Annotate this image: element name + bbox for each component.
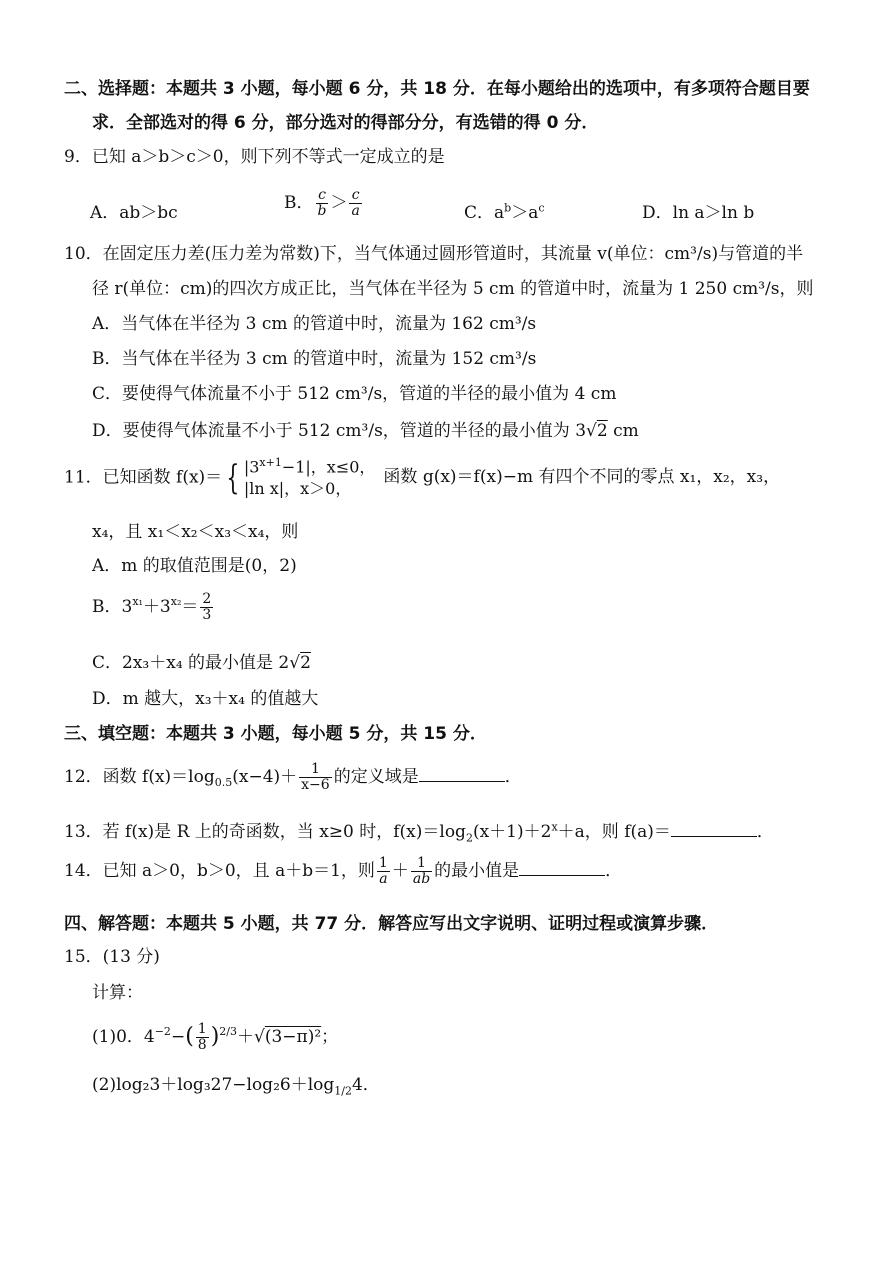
q9-b-frac2 <box>349 188 361 218</box>
q9-b-prefix: B． <box>284 193 314 213</box>
q14-den1: a <box>379 870 388 887</box>
q15-p2-end: 4． <box>351 1075 380 1095</box>
q14-plus: ＋ <box>391 860 409 881</box>
q11-b-den: 3 <box>202 606 212 623</box>
q12-frac <box>299 762 332 792</box>
q11-b-mid: ＋3 <box>142 596 171 617</box>
q9-option-c <box>464 198 545 223</box>
q11-option-d: D．m 越大，x₃＋x₄ 的值越大 <box>92 689 319 709</box>
q11-option-c <box>92 654 311 673</box>
section-2-header-line1: 二、选择题：本题共 3 小题，每小题 6 分，共 18 分．在每小题给出的选项中，有多项符合题目要 <box>64 79 810 99</box>
q11-b-sup2: x₂ <box>170 595 182 609</box>
q10-option-b: B．当气体在半径为 3 cm 的管道中时，流量为 152 cm³/s <box>92 349 537 369</box>
q9-b-den2: a <box>351 203 360 219</box>
q13-b: (x＋1)＋2 <box>472 822 552 842</box>
q15-p1-a: (1)0．4 <box>92 1026 155 1047</box>
q13-end: ． <box>756 822 774 842</box>
q9-option-a: A．ab＞bc <box>90 203 178 223</box>
q15-p1-num: 1 <box>197 1021 207 1037</box>
q15-p2-a: (2)log₂3＋log₃27−log₂6＋log <box>92 1075 335 1095</box>
q15-p1-b: − <box>170 1026 186 1047</box>
q11-prefix: 11．已知函数 f(x)＝ <box>64 467 223 488</box>
q14-num2: 1 <box>411 856 432 872</box>
section-3-header: 三、填空题：本题共 3 小题，每小题 5 分，共 15 分． <box>64 724 487 744</box>
q11-b-frac <box>200 592 213 622</box>
q11-line2: x₄，且 x₁＜x₂＜x₃＜x₄，则 <box>92 522 299 542</box>
q12-c: 的定义域是 <box>333 766 419 787</box>
q14 <box>64 856 622 886</box>
q10-option-a: A．当气体在半径为 3 cm 的管道中时，流量为 162 cm³/s <box>92 314 537 334</box>
q11-piece1-a: |3 <box>243 457 260 477</box>
q9-option-b <box>284 188 364 219</box>
q12-den: x−6 <box>301 776 330 793</box>
q9-b-op: ＞ <box>330 193 348 213</box>
q15-p1-c: ＋√ <box>237 1026 265 1047</box>
q11-piece1-sup: x+1 <box>259 456 282 469</box>
q11-b-sup1: x₁ <box>132 595 143 609</box>
q9-c-a: C．a <box>464 203 505 223</box>
q14-end: ． <box>605 860 623 881</box>
q12 <box>64 762 522 792</box>
q11-c-sqrt: √2 <box>289 653 311 673</box>
q10-d-a: D．要使得气体流量不小于 512 cm³/s，管道的半径的最小值为 3 <box>92 421 587 441</box>
q12-b: (x−4)＋ <box>232 766 298 787</box>
q9-option-d: D．ln a＞ln b <box>642 203 755 223</box>
q9-c-sup1: b <box>504 201 512 215</box>
q13-sup: x <box>551 820 558 834</box>
q15-p2-sub: 1/2 <box>334 1084 352 1098</box>
q10-stem-line1: 10．在固定压力差(压力差为常数)下，当气体通过圆形管道时，其流量 v(单位：cm³/s)与管道的半 <box>64 244 804 264</box>
q11-b-num: 2 <box>202 591 212 607</box>
q11-b-a: B．3 <box>92 596 133 617</box>
q9-b-den1: b <box>317 203 327 219</box>
q10-d-b: cm <box>607 421 639 441</box>
q10-stem-line2: 径 r(单位：cm)的四次方成正比，当气体在半径为 5 cm 的管道中时，流量为 1 250 cm³/s，则 <box>92 279 814 299</box>
q11-piece2: |ln x|，x＞0， <box>243 478 352 498</box>
q9-b-num2: c <box>349 188 361 204</box>
q11-stem <box>64 456 780 508</box>
q15-title: 15．(13 分) <box>64 947 160 967</box>
q15-p1-end: ； <box>321 1026 339 1047</box>
q10-option-c: C．要使得气体流量不小于 512 cm³/s，管道的半径的最小值为 4 cm <box>92 384 617 404</box>
q15-p1-exp: 2/3 <box>219 1025 237 1039</box>
section-4-header: 四、解答题：本题共 5 小题，共 77 分．解答应写出文字说明、证明过程或演算步骤． <box>64 914 719 934</box>
q15-p1-frac <box>196 1022 209 1052</box>
q9-c-sup2: c <box>538 201 545 215</box>
q15-part1 <box>92 1022 338 1052</box>
q9-c-mid: ＞a <box>511 203 539 223</box>
q15-p1-lparen: ( <box>185 1024 194 1050</box>
q15-p1-den: 8 <box>197 1036 207 1053</box>
q14-answer-blank[interactable] <box>519 859 605 876</box>
q12-a: 12．函数 f(x)＝log <box>64 766 215 787</box>
q15-p1-sup: −2 <box>154 1025 171 1039</box>
q13 <box>64 820 774 844</box>
q11-piece1 <box>244 456 376 478</box>
q13-a: 13．若 f(x)是 R 上的奇函数，当 x≥0 时，f(x)＝log <box>64 822 466 842</box>
q11-piece1-tail: −1|，x≤0， <box>281 457 376 477</box>
q15-p1-rparen: ) <box>210 1024 220 1050</box>
section-2-header-line2: 求．全部选对的得 6 分，部分选对的得部分分，有选错的得 0 分． <box>92 113 599 133</box>
q14-b: 的最小值是 <box>434 860 520 881</box>
q10-option-d <box>92 422 639 441</box>
q14-den2: ab <box>412 870 431 887</box>
q11-c-rad: 2 <box>300 653 311 673</box>
q11-pieces <box>244 456 376 500</box>
q14-frac1 <box>377 856 390 886</box>
q14-frac2 <box>411 856 432 886</box>
q9-b-frac1 <box>316 188 329 218</box>
q12-sub: 0.5 <box>214 776 233 790</box>
q9-b-num1: c <box>316 188 329 204</box>
q13-sub: 2 <box>465 831 473 845</box>
q12-num: 1 <box>299 762 332 778</box>
q11-b-eq: ＝ <box>181 596 199 617</box>
q15-p1-rad: (3−π)² <box>264 1026 322 1047</box>
q11-suffix: 函数 g(x)＝f(x)−m 有四个不同的零点 x₁，x₂，x₃， <box>383 467 781 488</box>
q10-d-sqrt: √2 <box>586 421 608 441</box>
q11-c-a: C．2x₃＋x₄ 的最小值是 2 <box>92 653 290 673</box>
q11-option-b <box>92 592 215 622</box>
q12-answer-blank[interactable] <box>419 765 505 782</box>
q15-part2 <box>92 1076 380 1097</box>
q12-end: ． <box>504 766 522 787</box>
q15-calc-label: 计算： <box>92 983 143 1003</box>
q10-d-rad: 2 <box>596 421 608 441</box>
q13-c: ＋a，则 f(a)＝ <box>557 822 671 842</box>
q9-stem: 9．已知 a＞b＞c＞0，则下列不等式一定成立的是 <box>64 147 445 167</box>
q13-answer-blank[interactable] <box>671 820 757 837</box>
q14-a: 14．已知 a＞0，b＞0，且 a＋b＝1，则 <box>64 860 375 881</box>
q11-brace: { <box>226 457 240 498</box>
q14-num1: 1 <box>378 855 388 871</box>
q11-option-a: A．m 的取值范围是(0，2) <box>92 556 297 576</box>
